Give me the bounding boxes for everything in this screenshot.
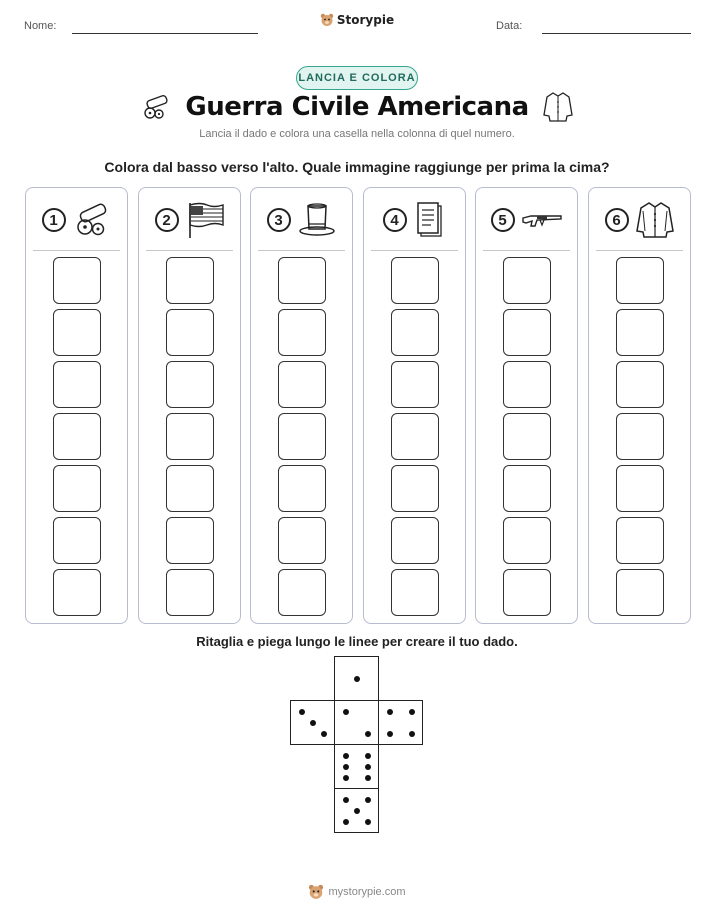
column-number: 3 [267,208,291,232]
column-header [251,200,352,240]
race-column-2 [138,187,241,624]
footer-url: mystorypie.com [328,886,406,898]
die-face-2 [334,700,379,745]
coloring-box[interactable] [503,517,551,564]
page-subtitle: Lancia il dado e colora una casella nella colonna di quel numero. [199,128,515,140]
coloring-boxes [476,257,577,616]
coloring-box[interactable] [616,569,664,616]
footer [0,884,714,900]
column-divider [371,250,458,251]
race-column-1 [25,187,128,624]
column-number: 2 [155,208,179,232]
coloring-box[interactable] [391,257,439,304]
top-hat-icon [297,202,337,238]
column-divider [483,250,570,251]
coloring-box[interactable] [278,569,326,616]
uniform-coat-icon [543,91,573,123]
coloring-box[interactable] [503,257,551,304]
die-pip [365,819,371,825]
brand-logo [0,13,714,27]
title-row [0,91,714,123]
coloring-box[interactable] [616,517,664,564]
coloring-box[interactable] [278,517,326,564]
die-pip [354,676,360,682]
coloring-box[interactable] [53,361,101,408]
die-face-6 [334,744,379,789]
die-pip [343,709,349,715]
die-pip [365,764,371,770]
date-label: Data: [496,20,523,32]
bear-mascot-icon [308,884,324,900]
coloring-box[interactable] [278,465,326,512]
die-pip [365,797,371,803]
die-pip [321,731,327,737]
coloring-box[interactable] [391,517,439,564]
column-divider [33,250,120,251]
column-header [364,200,465,240]
coloring-box[interactable] [166,569,214,616]
race-column-4 [363,187,466,624]
coloring-box[interactable] [53,257,101,304]
coloring-boxes [26,257,127,616]
die-pip [343,764,349,770]
die-pip [299,709,305,715]
coloring-box[interactable] [166,257,214,304]
die-face-4 [378,700,423,745]
column-header [26,200,127,240]
column-number: 1 [42,208,66,232]
column-header [139,200,240,240]
column-number: 4 [383,208,407,232]
coloring-boxes [139,257,240,616]
column-divider [258,250,345,251]
die-pip [343,797,349,803]
rifle-icon [521,208,563,232]
coloring-box[interactable] [503,309,551,356]
race-column-5 [475,187,578,624]
coloring-box[interactable] [278,361,326,408]
die-instruction: Ritaglia e piega lungo le linee per creare il tuo dado. [196,634,518,649]
die-pip [354,808,360,814]
column-header [476,200,577,240]
coloring-boxes [589,257,690,616]
coloring-box[interactable] [616,361,664,408]
race-instruction: Colora dal basso verso l'alto. Quale immagine raggiunge per prima la cima? [104,159,610,175]
die-pip [343,775,349,781]
die-face-3 [290,700,335,745]
name-label: Nome: [24,20,57,32]
coloring-box[interactable] [391,569,439,616]
coloring-box[interactable] [616,257,664,304]
race-column-3 [250,187,353,624]
coloring-box[interactable] [166,309,214,356]
die-pip [310,720,316,726]
coloring-box[interactable] [391,413,439,460]
coloring-box[interactable] [53,465,101,512]
die-pip [365,775,371,781]
cannon-icon [141,92,171,122]
die-face-1 [334,656,379,701]
flag-icon [185,201,225,239]
die-pip [365,731,371,737]
die-pip [343,819,349,825]
die-face-5 [334,788,379,833]
coloring-box[interactable] [166,413,214,460]
coloring-box[interactable] [53,517,101,564]
coloring-box[interactable] [391,465,439,512]
coloring-box[interactable] [503,569,551,616]
page-title: Guerra Civile Americana [185,92,529,122]
die-pip [409,709,415,715]
coloring-box[interactable] [503,361,551,408]
uniform-coat-icon [635,201,675,239]
coloring-box[interactable] [166,361,214,408]
coloring-box[interactable] [616,465,664,512]
name-write-line [72,33,258,34]
coloring-box[interactable] [278,413,326,460]
column-divider [146,250,233,251]
die-pip [387,709,393,715]
coloring-boxes [251,257,352,616]
activity-badge: LANCIA E COLORA [296,66,418,90]
coloring-boxes [364,257,465,616]
cannon-icon [72,202,112,238]
die-pip [343,753,349,759]
die-pip [387,731,393,737]
coloring-box[interactable] [166,517,214,564]
die-pip [365,753,371,759]
bear-mascot-icon [320,13,334,27]
coloring-box[interactable] [278,257,326,304]
coloring-box[interactable] [391,361,439,408]
coloring-box[interactable] [616,413,664,460]
coloring-box[interactable] [53,569,101,616]
coloring-box[interactable] [503,465,551,512]
column-divider [596,250,683,251]
column-number: 6 [605,208,629,232]
coloring-box[interactable] [616,309,664,356]
date-write-line [542,33,691,34]
coloring-box[interactable] [53,309,101,356]
brand-name: Storypie [336,13,395,27]
coloring-box[interactable] [53,413,101,460]
coloring-box[interactable] [503,413,551,460]
column-number: 5 [491,208,515,232]
coloring-box[interactable] [166,465,214,512]
die-pip [409,731,415,737]
document-icon [413,201,447,239]
coloring-box[interactable] [391,309,439,356]
coloring-box[interactable] [278,309,326,356]
race-column-6 [588,187,691,624]
column-header [589,200,690,240]
